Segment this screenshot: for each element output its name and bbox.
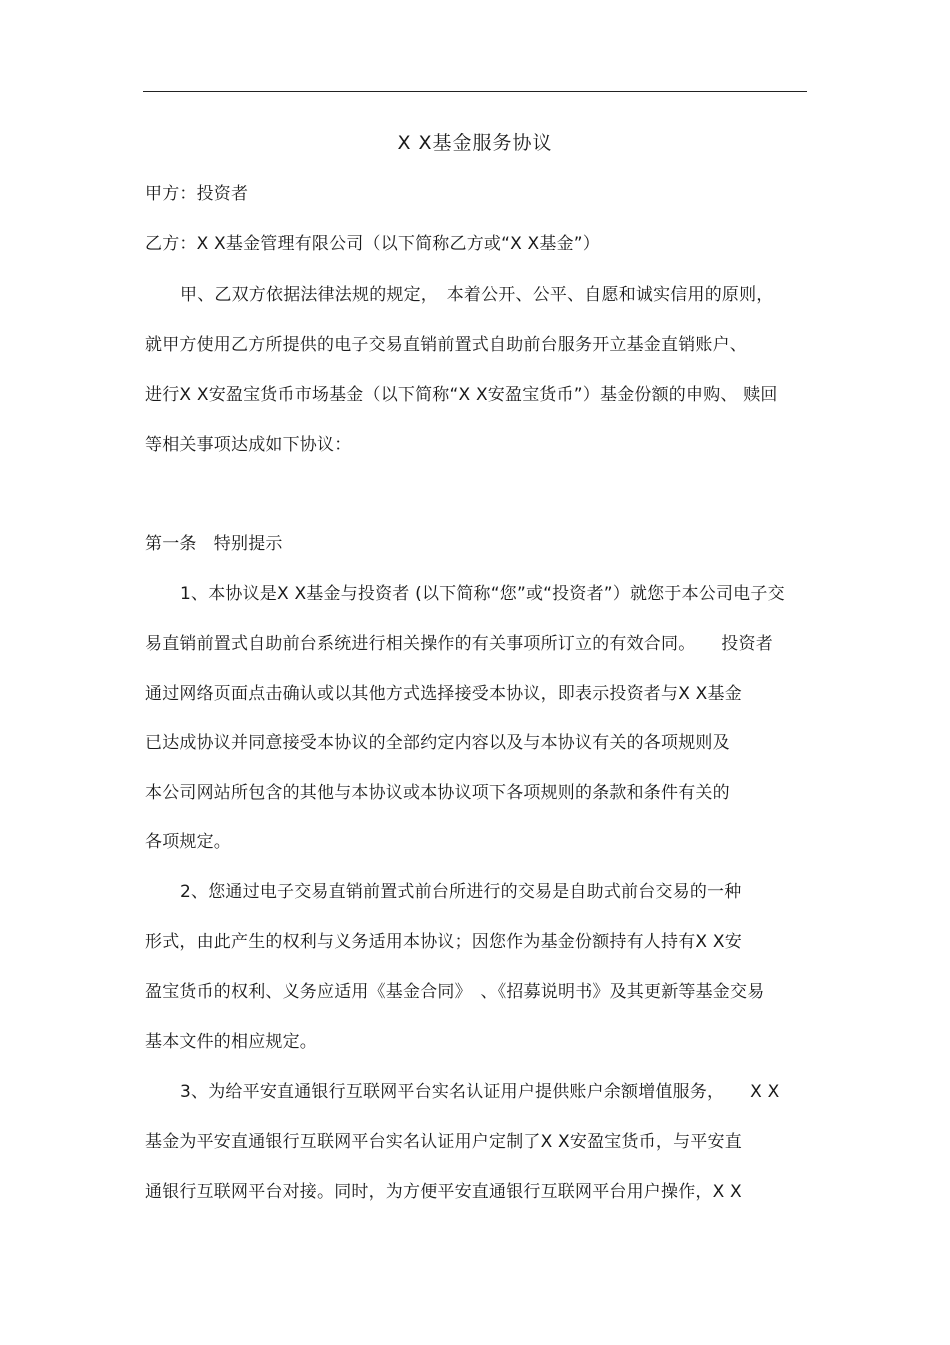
clause-line: 1、本协议是X X基金与投资者 (以下简称“您”或“投资者”）就您于本公司电子交 <box>180 584 785 604</box>
clause-line: 盈宝货币的权利、义务应适用《基金合同》 、《招募说明书》及其更新等基金交易 <box>145 982 765 1002</box>
party-b: 乙方：X X基金管理有限公司（以下简称乙方或“X X基金”） <box>145 234 601 254</box>
clause-line: 形式，由此产生的权利与义务适用本协议；因您作为基金份额持有人持有X X安 <box>145 932 742 952</box>
intro-line: 进行X X安盈宝货币市场基金（以下简称“X X安盈宝货币”）基金份额的申购、 赎回 <box>145 385 778 405</box>
clause-line: 本公司网站所包含的其他与本协议或本协议项下各项规则的条款和条件有关的 <box>145 783 730 803</box>
article-heading: 第一条 特别提示 <box>145 534 283 554</box>
intro-line: 就甲方使用乙方所提供的电子交易直销前置式自助前台服务开立基金直销账户、 <box>145 335 747 355</box>
clause-line: 基本文件的相应规定。 <box>145 1032 317 1052</box>
clause-line: 2、您通过电子交易直销前置式前台所进行的交易是自助式前台交易的一种 <box>180 882 742 902</box>
clause-line: 已达成协议并同意接受本协议的全部约定内容以及与本协议有关的各项规则及 <box>145 733 730 753</box>
intro-line: 甲、乙双方依据法律法规的规定， 本着公开、公平、自愿和诚实信用的原则， <box>180 285 774 305</box>
header-rule <box>143 91 807 92</box>
clause-line: 易直销前置式自助前台系统进行相关操作的有关事项所订立的有效合同。 投资者 <box>145 634 773 654</box>
party-a: 甲方：投资者 <box>145 184 249 204</box>
document-title: X X基金服务协议 <box>397 132 553 154</box>
intro-line: 等相关事项达成如下协议： <box>145 435 352 455</box>
clause-line: 基金为平安直通银行互联网平台实名认证用户定制了X X安盈宝货币，与平安直 <box>145 1132 742 1152</box>
clause-line: 各项规定。 <box>145 832 231 852</box>
clause-line: 通过网络页面点击确认或以其他方式选择接受本协议，即表示投资者与X X基金 <box>145 684 742 704</box>
clause-line: 通银行互联网平台对接。同时，为方便平安直通银行互联网平台用户操作，X X <box>145 1182 742 1202</box>
clause-line: 3、为给平安直通银行互联网平台实名认证用户提供账户余额增值服务， X X <box>180 1082 780 1102</box>
